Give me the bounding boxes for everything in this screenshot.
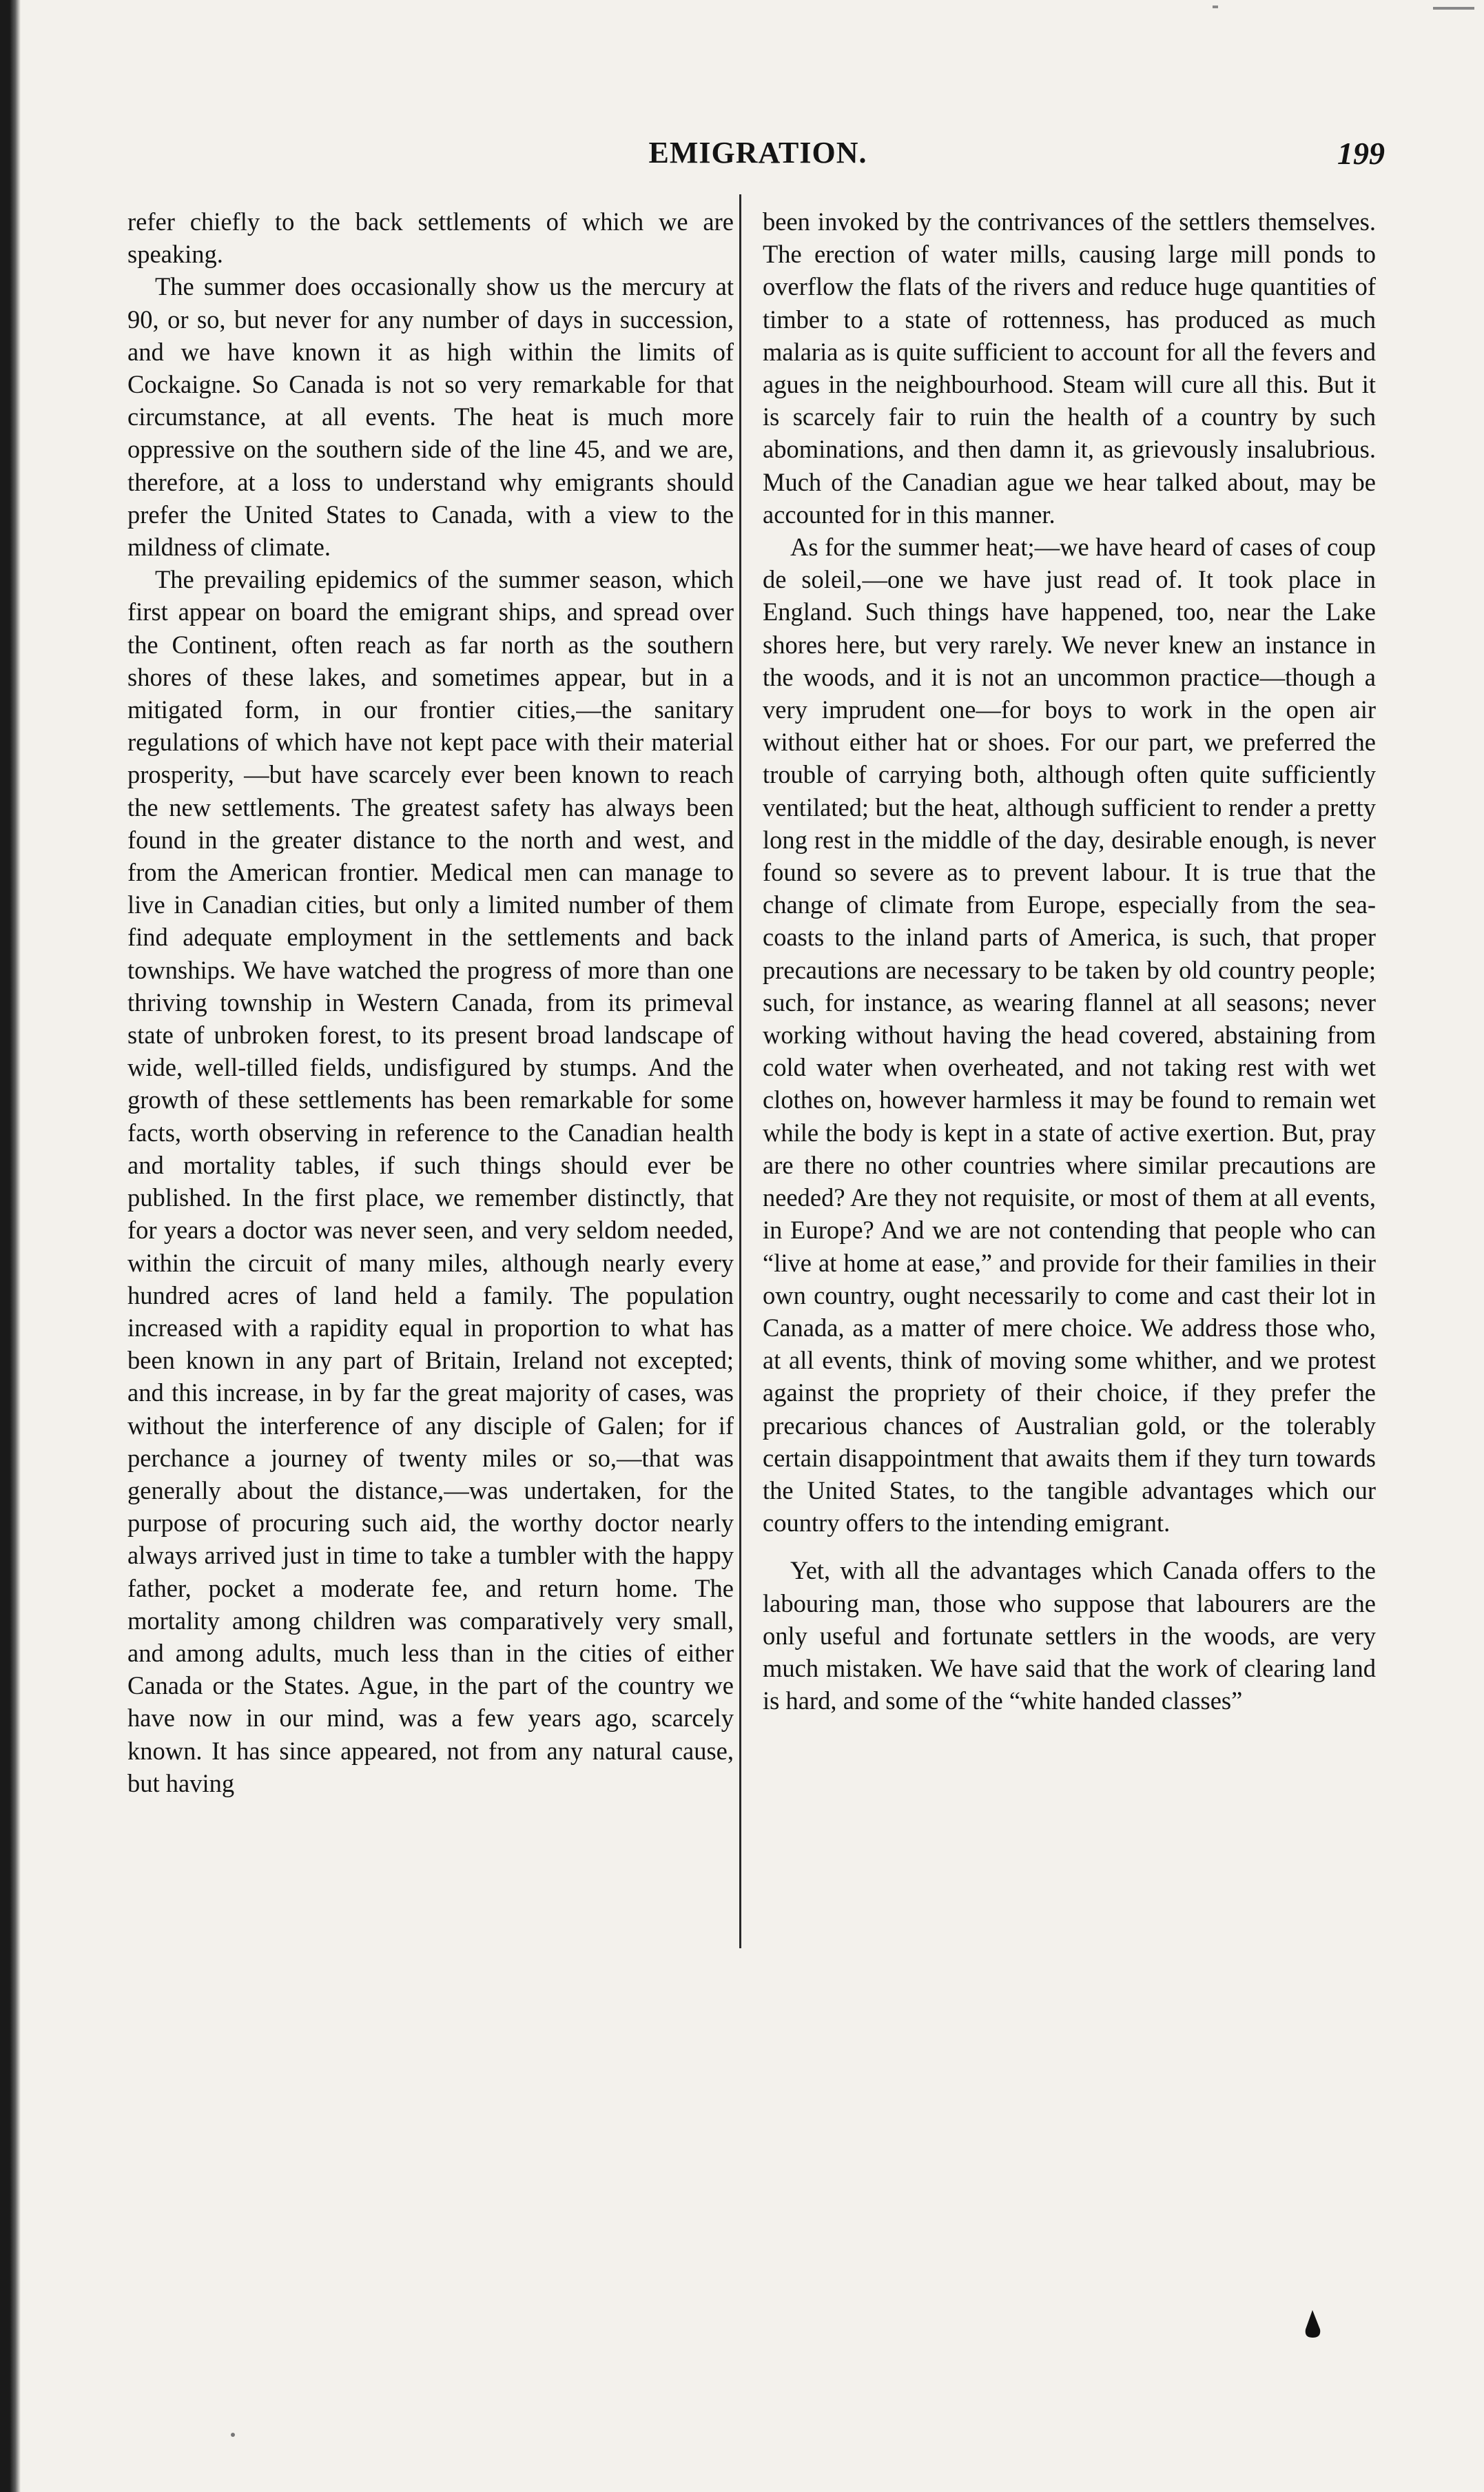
paragraph: refer chiefly to the back settlements of which we are speaking.	[127, 207, 734, 269]
running-head	[131, 135, 1385, 183]
paragraph: As for the summer heat;—we have heard of cases of coup de soleil,—one we have just read of. It took place in England. Such things have happened, too, near the Lake shores here, but very rarely. We never knew an instance in the woods, and it is not an uncommon practice—though a very imprudent one—for boys to work in the open air without either hat or shoes. For our part, we preferred the trouble of carrying both, although often quite sufficiently ventilated; but the heat, although sufficient to render a pretty long rest in the middle of the day, desirable enough, is never found so severe as to prevent labour. It is true that the change of climate from Europe, especially from the sea-coasts to the inland parts of America, is such, that proper precautions are necessary to be taken by old country people; such, for instance, as wearing flannel at all seasons; never working without having the head covered, abstaining from cold water when overheated, and not taking rest with wet clothes on, however harmless it may be found to remain wet while the body is kept in a state of active exertion. But, pray are there no other countries where similar precautions are needed? Are they not requisite, or most of them at all events, in Europe? And we are not contending that people who can “live at home at ease,” and provide for their families in their own country, ought necessarily to come and cast their lot in Canada, as a matter of mere choice. We address those who, at all events, think of moving some whither, and we protest against the propriety of their choice, if they prefer the precarious chances of Australian gold, or the tolerably certain disappointment that awaits them if they turn towards the United States, to the tangible advantages which our country offers to the intending emigrant.	[763, 533, 1376, 1538]
paragraph: Yet, with all the advantages which Canada offers to the labouring man, those who suppose that labourers are the only useful and fortunate settlers in the woods, are very much mistaken. We have said that the work of clearing land is hard, and some of the “white handed classes”	[763, 1556, 1376, 1715]
page-number: 199	[1337, 136, 1385, 171]
print-speck	[1213, 6, 1218, 8]
running-title: EMIGRATION.	[648, 136, 867, 170]
column-divider	[739, 194, 741, 1948]
ink-blot-mark	[1302, 2309, 1323, 2339]
paragraph: The summer does occasionally show us the mercury at 90, or so, but never for any number of days in succession, and we have known it as high within the limits of Cockaigne. So Canada is not so very remarkable for that circumstance, at all events. The heat is much more oppressive on the southern side of the line 45, and we are, therefore, at a loss to understand why emigrants should prefer the United States to Canada, with a view to the mildness of climate.	[127, 272, 734, 562]
paragraph: been invoked by the contrivances of the settlers themselves. The erection of water mills, causing large mill ponds to overflow the flats of the rivers and reduce huge quantities of timber to a state of rottenness, has produced as much malaria as is quite sufficient to account for all the fevers and agues in the neighbourhood. Steam will cure all this. But it is scarcely fair to ruin the health of a country by such abominations, and then damn it, as grievously insalubrious. Much of the Canadian ague we hear talked about, may be accounted for in this manner.	[763, 207, 1376, 529]
right-column	[763, 205, 1376, 1717]
print-speck	[231, 2433, 235, 2437]
left-column	[127, 205, 734, 1799]
print-speck	[1433, 7, 1474, 10]
paragraph: The prevailing epidemics of the summer season, which first appear on board the emigrant ships, and spread over the Continent, often reach as far north as the southern shores of these lakes, and sometimes appear, but in a mitigated form, in our frontier cities,—the sanitary regulations of which have not kept pace with their material prosperity, —but have scarcely ever been known to reach the new settlements. The greatest safety has always been found in the greater distance to the north and west, and from the American frontier. Medical men can manage to live in Canadian cities, but only a limited number of them find adequate employment in the settlements and back townships. We have watched the progress of more than one thriving township in Western Canada, from its primeval state of unbroken forest, to its present broad landscape of wide, well-tilled fields, undisfigured by stumps. And the growth of these settlements has been remarkable for some facts, worth observing in reference to the Canadian health and mortality tables, if such things should ever be published. In the first place, we remember distinctly, that for years a doctor was never seen, and very seldom needed, within the circuit of many miles, although nearly every hundred acres of land held a family. The population increased with a rapidity equal in proportion to what has been known in any part of Britain, Ireland not excepted; and this increase, in by far the great majority of cases, was without the interference of any disciple of Galen; for if perchance a journey of twenty miles or so,—that was generally about the distance,—was undertaken, for the purpose of procuring such aid, the worthy doctor nearly always arrived just in time to take a tumbler with the happy father, pocket a moderate fee, and return home. The mortality among children was comparatively very small, and among adults, much less than in the cities of either Canada or the States. Ague, in the part of the country we have now in our mind, was a few years ago, scarcely known. It has since appeared, not from any natural cause, but having	[127, 565, 734, 1797]
page-binding-shadow	[0, 0, 21, 2492]
